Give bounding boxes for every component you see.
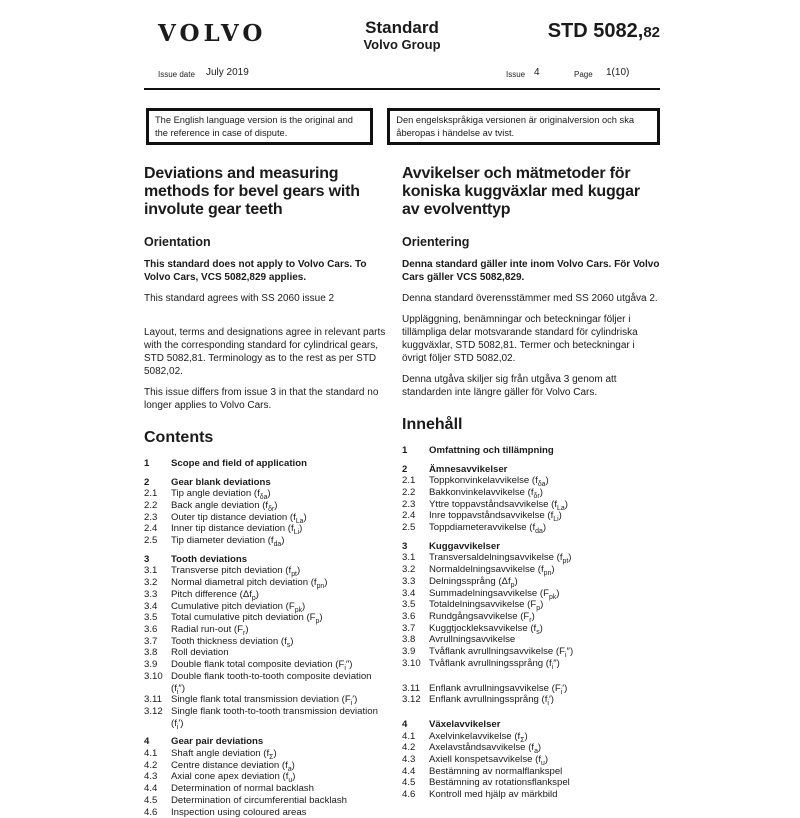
- issue-label: Issue: [506, 70, 526, 79]
- toc-item-number: 3.7: [402, 622, 416, 634]
- toc-item-3.2: [144, 577, 388, 589]
- toc-item-3.12: [402, 694, 660, 706]
- orientation-heading-english: Orientation: [144, 234, 211, 249]
- toc-item-number: 3.6: [402, 611, 416, 622]
- doc-number: [548, 20, 660, 43]
- toc-item-label: Axial cone apex deviation $(f_u)$: [171, 771, 296, 785]
- column-swedish: [402, 165, 660, 818]
- toc-item-number: 3.11: [144, 694, 162, 706]
- toc-item-label: Roll deviation: [171, 647, 229, 659]
- toc-item-label: Totaldelningsavvikelse $(F_p)$: [429, 599, 544, 613]
- paragraph: Denna standard överensstämmer med SS 2060 utgåva 2.: [402, 293, 658, 305]
- toc-item-1: [402, 445, 660, 457]
- toc-item-number: 4.3: [144, 771, 158, 783]
- toc-item-2: [144, 477, 388, 489]
- toc-item-number: 2.3: [402, 498, 416, 510]
- toc-item-label: Inspection using coloured areas: [171, 806, 307, 818]
- paragraph: Uppläggning, benämningar och beteckningar följer i tillämpliga delar motsvarande standard för cylindriska kuggväxlar, STD 5082,81. Termer och beteckningar i övrigt följer STD 5082,02.: [402, 314, 638, 365]
- toc-item-number: 2.2: [144, 499, 158, 511]
- toc-item-number: 4.1: [402, 730, 416, 742]
- toc-item-number: 3.7: [144, 635, 158, 647]
- toc-item-3.6: [402, 611, 660, 623]
- toc-item-number: 2: [144, 476, 150, 488]
- toc-item-label: Delningssprång $(\Delta f_p)$: [429, 575, 518, 589]
- toc-english: [144, 458, 388, 818]
- toc-item-number: 3.9: [402, 646, 416, 658]
- volvo-logo: VOLVO: [158, 20, 267, 47]
- toc-item-3.9: [144, 659, 388, 671]
- toc-item-2.1: [402, 475, 660, 487]
- toc-item-3.8: [402, 634, 660, 646]
- issue-date-label: Issue date: [158, 70, 195, 79]
- toc-item-3.3: [402, 576, 660, 588]
- orientation-heading-swedish: Orientering: [402, 234, 470, 249]
- toc-item-number: 3.9: [144, 659, 158, 671]
- toc-item-number: 3.10: [402, 657, 421, 669]
- toc-item-number: 4.3: [402, 754, 416, 766]
- toc-item-number: 2.5: [144, 535, 158, 547]
- toc-item-label: Tooth deviations: [171, 553, 248, 565]
- toc-item-3.5: [144, 612, 388, 624]
- toc-item-label: Determination of circumferential backlash: [171, 794, 347, 806]
- toc-item-label: Bakkonvinkelavvikelse $(f_{\delta r})$: [429, 486, 543, 500]
- toc-item-label: Single flank total transmission deviation $(F_i')$: [171, 694, 358, 708]
- toc-item-label: Normal diametral pitch deviation $(f_{pn})$: [171, 577, 328, 591]
- toc-item-label: Summadelningsavvikelse $(F_{pk})$: [429, 587, 560, 601]
- toc-item-4.4: [402, 766, 660, 778]
- toc-item-label: Toppdiameteravvikelse $(f_{da})$: [429, 522, 547, 535]
- toc-item-label: Toppkonvinkelavvikelse $(f_{\delta a})$: [429, 475, 549, 489]
- toc-item-number: 4.5: [402, 777, 416, 789]
- toc-item-4.2: [144, 760, 388, 772]
- toc-item-label: Centre distance deviation $(f_a)$: [171, 759, 295, 773]
- toc-item-label: Växelavvikelser: [429, 718, 501, 730]
- toc-item-2.5: [402, 522, 660, 534]
- toc-item-label: Transverse pitch deviation $(f_{pt})$: [171, 565, 301, 579]
- toc-item-3.12: [144, 706, 388, 729]
- toc-item-4.3: [144, 771, 388, 783]
- toc-item-4.6: [144, 807, 388, 818]
- toc-item-label: Total cumulative pitch deviation $(F_p)$: [171, 612, 323, 626]
- toc-item-3.4: [144, 601, 388, 613]
- toc-item-2.1: [144, 488, 388, 500]
- toc-item-label: Single flank tooth-to-tooth transmission deviation $(f_i')$: [171, 705, 378, 731]
- header-meta-row: [144, 66, 660, 82]
- toc-item-label: Shaft angle deviation $(f_\Sigma)$: [171, 748, 277, 761]
- toc-item-3: [402, 541, 660, 553]
- toc-item-number: 3.4: [402, 587, 416, 599]
- toc-item-2.3: [144, 512, 388, 524]
- toc-item-2: [402, 464, 660, 476]
- toc-item-3.11: [402, 683, 660, 695]
- toc-item-label: Double flank total composite deviation $(F_i'')$: [171, 659, 353, 673]
- toc-item-label: Back angle deviation $(f_{\delta r})$: [171, 499, 278, 513]
- toc-item-4.1: [402, 731, 660, 743]
- toc-item-1: [144, 458, 388, 470]
- toc-item-label: Cumulative pitch deviation $(F_{pk})$: [171, 600, 306, 614]
- toc-item-label: Double flank tooth-to-tooth composite deviation $(f_i'')$: [171, 670, 372, 696]
- toc-item-number: 3.12: [144, 705, 163, 717]
- toc-item-number: 2: [402, 463, 408, 475]
- toc-item-3.1: [402, 552, 660, 564]
- toc-item-label: Tooth thickness deviation $(f_s)$: [171, 635, 294, 649]
- toc-item-label: Bestämning av normalflankspel: [429, 765, 563, 777]
- title-swedish: Avvikelser och mätmetoder för koniska kuggväxlar med kuggar av evolventtyp: [402, 165, 640, 218]
- toc-item-number: 3.4: [144, 600, 158, 612]
- title-english: Deviations and measuring methods for bevel gears with involute gear teeth: [144, 165, 360, 218]
- toc-item-4.5: [402, 777, 660, 789]
- toc-item-label: Ämnesavvikelser: [429, 463, 508, 475]
- toc-item-number: 4.4: [144, 783, 158, 795]
- toc-item-number: 1: [144, 457, 150, 469]
- toc-item-2.2: [144, 500, 388, 512]
- toc-item-number: 4.2: [144, 759, 158, 771]
- toc-item-number: 3.3: [402, 575, 416, 587]
- doc-type-label: Standard: [365, 18, 439, 37]
- toc-item-3.10: [144, 671, 388, 694]
- toc-item-number: 3.11: [402, 682, 420, 694]
- toc-item-label: Tip diameter deviation $(f_{da})$: [171, 535, 285, 548]
- toc-item-number: 3.10: [144, 670, 163, 682]
- notice-box-swedish: Den engelskspråkiga versionen är originalversion och ska åberopas i händelse av tvist.: [387, 108, 660, 145]
- toc-item-number: 3.2: [144, 577, 158, 589]
- toc-item-number: 2.5: [402, 522, 416, 534]
- paragraph: This standard does not apply to Volvo Cars. To Volvo Cars, VCS 5082,829 applies.: [144, 259, 367, 284]
- toc-item-number: 3.5: [144, 612, 158, 624]
- paragraph: Layout, terms and designations agree in relevant parts with the corresponding standard for cylindrical gears, STD 5082,81. Terminology as to the rest as per STD 5082,02.: [144, 327, 386, 378]
- toc-item-number: 4.5: [144, 794, 158, 806]
- toc-item-number: 2.4: [402, 510, 416, 522]
- toc-item-2.4: [144, 523, 388, 535]
- toc-item-label: Rundgångsavvikelse $(F_r)$: [429, 611, 535, 624]
- toc-item-label: Transversaldelningsavvikelse $(f_{pt})$: [429, 552, 572, 566]
- document-header: [144, 0, 660, 92]
- standard-document-page: [144, 0, 660, 818]
- contents-heading-english: Contents: [144, 429, 214, 447]
- toc-item-3.9: [402, 646, 660, 658]
- toc-item-label: Gear pair deviations: [171, 736, 264, 748]
- toc-item-number: 3.8: [144, 647, 158, 659]
- page-value: 1(10): [606, 67, 630, 78]
- toc-item-number: 3.1: [402, 552, 416, 564]
- toc-item-4.2: [402, 742, 660, 754]
- toc-item-label: Inner tip distance deviation $(f_{Li})$: [171, 523, 303, 537]
- toc-item-label: Gear blank deviations: [171, 476, 271, 488]
- toc-item-number: 4.6: [402, 789, 416, 801]
- toc-item-number: 4.1: [144, 748, 158, 760]
- toc-item-number: 3.5: [402, 599, 416, 611]
- toc-item-number: 3.6: [144, 624, 158, 635]
- toc-item-label: Scope and field of application: [171, 457, 307, 469]
- notice-box-english: The English language version is the original and the reference in case of dispute.: [146, 108, 373, 145]
- toc-item-2.3: [402, 499, 660, 511]
- column-english: [144, 165, 388, 818]
- toc-item-3.8: [144, 647, 388, 659]
- toc-item-3.5: [402, 599, 660, 611]
- toc-item-4.6: [402, 789, 660, 801]
- toc-item-label: Bestämning av rotationsflankspel: [429, 777, 570, 789]
- toc-item-2.4: [402, 510, 660, 522]
- toc-item-3: [144, 554, 388, 566]
- toc-item-number: 3.8: [402, 634, 416, 646]
- issue-value: 4: [534, 67, 540, 78]
- toc-item-4.1: [144, 748, 388, 760]
- org-label: Volvo Group: [363, 36, 441, 52]
- toc-swedish: [402, 445, 660, 801]
- toc-item-4.3: [402, 754, 660, 766]
- contents-heading-swedish: Innehåll: [402, 416, 463, 434]
- toc-item-3.2: [402, 564, 660, 576]
- header-divider: [144, 88, 660, 90]
- toc-item-label: Pitch difference $(\Delta f_p)$: [171, 588, 259, 602]
- toc-item-number: 3: [144, 553, 150, 565]
- toc-item-label: Axiell konspetsavvikelse $(f_u)$: [429, 754, 549, 767]
- toc-item-label: Outer tip distance deviation $(f_{La})$: [171, 511, 307, 525]
- toc-item-label: Kuggavvikelser: [429, 540, 500, 552]
- toc-item-label: Avrullningsavvikelse: [429, 634, 516, 646]
- toc-item-number: 2.4: [144, 523, 158, 535]
- doc-number-suffix: 82: [643, 24, 660, 41]
- toc-item-3.6: [144, 624, 388, 636]
- toc-item-label: Tip angle deviation $(f_{\delta a})$: [171, 488, 271, 502]
- toc-item-number: 2.3: [144, 511, 158, 523]
- toc-item-number: 2.1: [402, 475, 416, 487]
- toc-item-4.4: [144, 783, 388, 795]
- toc-item-3.3: [144, 589, 388, 601]
- toc-item-label: Inre toppavståndsavvikelse $(f_{Li})$: [429, 510, 562, 524]
- toc-item-label: Determination of normal backlash: [171, 783, 314, 795]
- toc-item-2.5: [144, 535, 388, 547]
- toc-item-number: 1: [402, 444, 408, 456]
- toc-item-number: 3: [402, 540, 408, 552]
- paragraph: Denna standard gäller inte inom Volvo Cars. För Volvo Cars gäller VCS 5082,829.: [402, 259, 660, 284]
- toc-item-3.7: [402, 623, 660, 635]
- doc-number-main: STD 5082,: [547, 20, 644, 42]
- toc-item-2.2: [402, 487, 660, 499]
- toc-item-3.4: [402, 588, 660, 600]
- toc-item-number: 3.3: [144, 588, 158, 600]
- toc-item-label: Omfattning och tillämpning: [429, 444, 554, 456]
- toc-item-number: 4.2: [402, 742, 416, 754]
- toc-item-3.1: [144, 565, 388, 577]
- toc-item-number: 4.4: [402, 765, 416, 777]
- toc-item-label: Enflank avrullningssprång $(f_i')$: [429, 694, 554, 708]
- toc-item-number: 4: [402, 718, 408, 730]
- toc-item-label: Axelavståndsavvikelse $(f_a)$: [429, 742, 542, 756]
- toc-item-label: Yttre toppavståndsavvikelse $(f_{La})$: [429, 498, 568, 512]
- page-label: Page: [574, 70, 593, 79]
- toc-item-label: Tvåflank avrullningsavvikelse $(F_i'')$: [429, 646, 574, 660]
- toc-item-label: Enflank avrullningsavvikelse $(F_i')$: [429, 682, 568, 696]
- toc-item-label: Kontroll med hjälp av märkbild: [429, 789, 558, 801]
- toc-item-4: [144, 736, 388, 748]
- toc-item-label: Radial run-out $(F_r)$: [171, 624, 249, 637]
- toc-item-3.11: [144, 694, 388, 706]
- toc-item-number: 4.6: [144, 806, 158, 818]
- toc-item-3.7: [144, 636, 388, 648]
- toc-item-number: 3.1: [144, 565, 158, 577]
- toc-item-number: 4: [144, 736, 150, 748]
- toc-item-number: 2.1: [144, 488, 158, 500]
- toc-item-label: Kuggtjockleksavvikelse $(f_s)$: [429, 622, 543, 636]
- paragraph: This issue differs from issue 3 in that the standard no longer applies to Volvo Cars.: [144, 387, 379, 412]
- toc-item-number: 2.2: [402, 486, 416, 498]
- toc-item-number: 3.2: [402, 564, 416, 576]
- toc-item-label: Normaldelningsavvikelse $(f_{pn})$: [429, 564, 555, 578]
- toc-item-4: [402, 719, 660, 731]
- toc-item-number: 3.12: [402, 694, 421, 706]
- issue-date-value: July 2019: [206, 67, 249, 78]
- paragraph: Denna utgåva skiljer sig från utgåva 3 genom att standarden inte längre gäller för Volvo Cars.: [402, 374, 617, 399]
- toc-item-label: Tvåflank avrullningssprång $(f_i'')$: [429, 657, 560, 671]
- paragraph: This standard agrees with SS 2060 issue 2: [144, 293, 335, 305]
- notice-boxes: [146, 108, 660, 145]
- toc-item-label: Axelvinkelavvikelse $(f_\Sigma)$: [429, 730, 528, 744]
- language-columns: [144, 165, 660, 818]
- toc-item-3.10: [402, 658, 660, 670]
- toc-item-4.5: [144, 795, 388, 807]
